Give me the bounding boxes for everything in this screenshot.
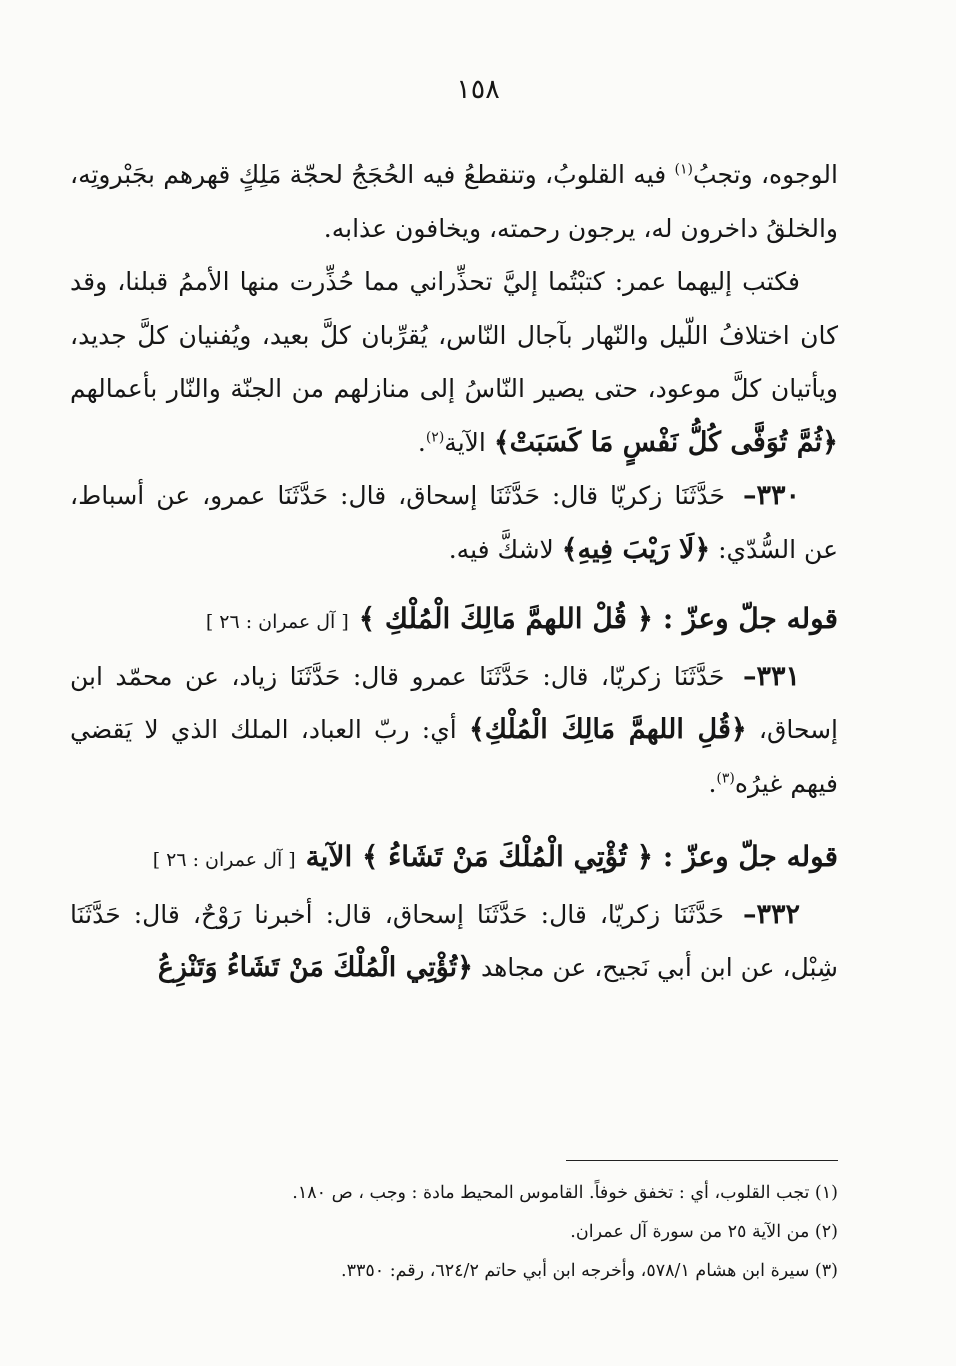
narration-332: ٣٣٢– حَدَّثَنَا زكريّا، قال: حَدَّثَنَا إسحاق، قال: أخبرنا رَوْحٌ، قال: حَدَّثَنَا شِبْل، عن ابن أبي نَجيح، عن مجاهد ﴿تُؤْتِي الْمُلْكَ مَنْ تَشَاءُ وَتَنْزِعُ bbox=[70, 898, 838, 983]
footnotes bbox=[120, 1174, 838, 1291]
paragraph-2: فكتب إليهما عمر: كتبْتُما إليَّ تحذِّراني مما حُذِّرت منها الأممُ قبلنا، وقد كان اختلافُ اللّيل والنّهار بآجال النّاس، يُقرِّبان كلَّ بعيد، ويُفنيان كلَّ جديد، ويأتيان كلَّ موعود، حتى يصير النّاسُ إلى منازلهم من الجنّة والنّار بأعمالهم ﴿ثُمَّ تُوَفَّى كُلُّ نَفْسٍ مَا كَسَبَتْ﴾ الآية$^{(٢)}$. bbox=[70, 267, 838, 458]
footnote-2: (٢) من الآية ٢٥ من سورة آل عمران. bbox=[570, 1222, 838, 1242]
footnote-ref-1[interactable]: (١) bbox=[674, 161, 693, 178]
quran-verse: ﴿تُؤْتِي الْمُلْكَ مَنْ تَشَاءُ وَتَنْزِعُ bbox=[157, 952, 473, 983]
paragraph-1: الوجوه، وتجبُ$^{(١)}$ فيه القلوبُ، وتنقطعُ فيه الحُجَجُ لحجّة مَلِكٍ قهرهم بجَبْروتِه، والخلقُ داخرون له، يرجون رحمته، ويخافون عذابه. bbox=[70, 160, 838, 243]
page-number: ١٥٨ bbox=[456, 74, 500, 105]
footnote-1: (١) تجب القلوب، أي : تخفق خوفاً. القاموس المحيط مادة : وجب ، ص ١٨٠. bbox=[292, 1183, 838, 1203]
verse-reference: [ آل عمران : ٢٦ ] bbox=[152, 849, 296, 871]
narration-number: ٣٣١– bbox=[742, 660, 800, 692]
footnote-ref-2[interactable]: (٢) bbox=[425, 429, 445, 446]
footnote-ref-3[interactable]: (٣) bbox=[716, 770, 735, 787]
quran-verse: ﴿ قُلْ اللهمَّ مَالِكَ الْمُلْكِ ﴾ bbox=[358, 602, 654, 635]
footnote-divider bbox=[566, 1160, 838, 1161]
main-text bbox=[70, 148, 838, 995]
narration-330: ٣٣٠– حَدَّثَنَا زكريّا قال: حَدَّثَنَا إسحاق، قال: حَدَّثَنَا عمرو، عن أسباط، عن السُّدّي: ﴿لَا رَيْبَ فِيهِ﴾ لاشكَّ فيه. bbox=[70, 480, 838, 565]
quran-verse: ﴿لَا رَيْبَ فِيهِ﴾ bbox=[561, 533, 711, 565]
narration-number: ٣٣٢– bbox=[742, 898, 800, 930]
quran-verse: ﴿قُلِ اللهمَّ مَالِكَ الْمُلْكِ﴾ bbox=[468, 714, 747, 745]
narration-331: ٣٣١– حَدَّثَنَا زكريّا، قال: حَدَّثَنَا عمرو قال: حَدَّثَنَا زياد، عن محمّد ابن إسحاق، ﴿قُلِ اللهمَّ مَالِكَ الْمُلْكِ﴾ أي: ربّ العباد، الملك الذي لا يَقضي فيهم غيرُه$^{(٣)}$. bbox=[70, 660, 839, 798]
narration-number: ٣٣٠– bbox=[742, 480, 800, 511]
section-heading-2: قوله جلّ وعزّ : ﴿ تُؤْتِي الْمُلْكَ مَنْ تَشَاءُ ﴾ الآية[ آل عمران : ٢٦ ] bbox=[152, 840, 838, 873]
footnote-3: (٣) سيرة ابن هشام ٥٧٨/١، وأخرجه ابن أبي حاتم ٦٢٤/٢، رقم: ٣٣٥٠. bbox=[341, 1261, 838, 1281]
verse-reference: [ آل عمران : ٢٦ ] bbox=[205, 611, 349, 633]
quran-verse: ﴿ تُؤْتِي الْمُلْكَ مَنْ تَشَاءُ ﴾ bbox=[361, 840, 654, 873]
section-heading-1: قوله جلّ وعزّ : ﴿ قُلْ اللهمَّ مَالِكَ الْمُلْكِ ﴾[ آل عمران : ٢٦ ] bbox=[205, 602, 838, 635]
quran-verse: ﴿ثُمَّ تُوَفَّى كُلُّ نَفْسٍ مَا كَسَبَتْ﴾ bbox=[493, 426, 838, 458]
